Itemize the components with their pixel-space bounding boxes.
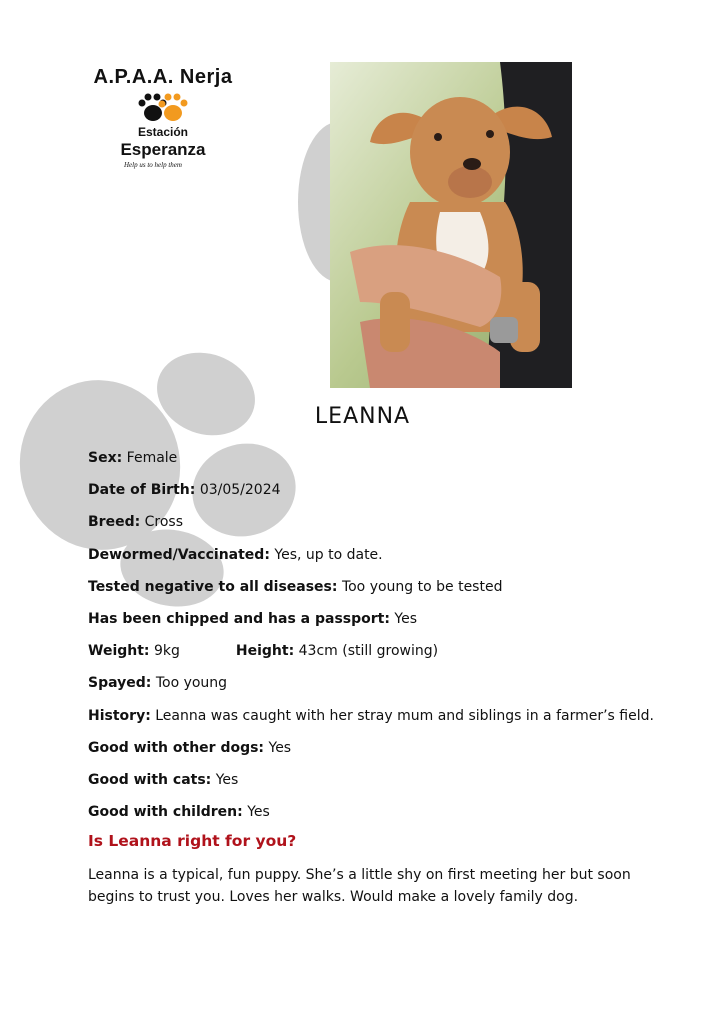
field-date-of-birth: Date of Birth: 03/05/2024 — [88, 482, 281, 499]
paw-prints-icon — [133, 91, 193, 125]
field-chipped-passport: Has been chipped and has a passport: Yes — [88, 610, 418, 627]
dog-details — [88, 448, 688, 834]
logo-station: Estación — [137, 125, 188, 139]
field-dewormed-vaccinated: Dewormed/Vaccinated: Yes, up to date. — [88, 546, 383, 563]
field-history: History: Leanna was caught with her stray mum and siblings in a farmer’s field. — [88, 707, 654, 724]
field-good-with-cats: Good with cats: Yes — [88, 771, 239, 788]
field-good-with-dogs: Good with other dogs: Yes — [88, 739, 292, 756]
puppy-photo — [330, 62, 572, 388]
field-weight-height: Weight: 9kg Height: 43cm (still growing) — [88, 643, 439, 660]
logo-title: A.P.A.A. Nerja — [93, 66, 233, 88]
field-good-with-children: Good with children: Yes — [88, 804, 270, 821]
description: Leanna is a typical, fun puppy. She’s a little shy on first meeting her but soon begins to trust you. Loves her walks. Would make a lovely family dog. — [88, 867, 631, 905]
apaa-logo — [88, 62, 238, 180]
field-tested-negative: Tested negative to all diseases: Too young to be tested — [88, 578, 503, 595]
field-breed: Breed: Cross — [88, 514, 184, 531]
logo-name: Esperanza — [120, 140, 206, 159]
field-sex: Sex: Female — [88, 450, 178, 466]
logo-tagline: Help us to help them — [124, 161, 182, 169]
dog-name: LEANNA — [314, 404, 411, 429]
section-heading: Is Leanna right for you? — [88, 832, 297, 850]
field-spayed: Spayed: Too young — [88, 675, 228, 692]
